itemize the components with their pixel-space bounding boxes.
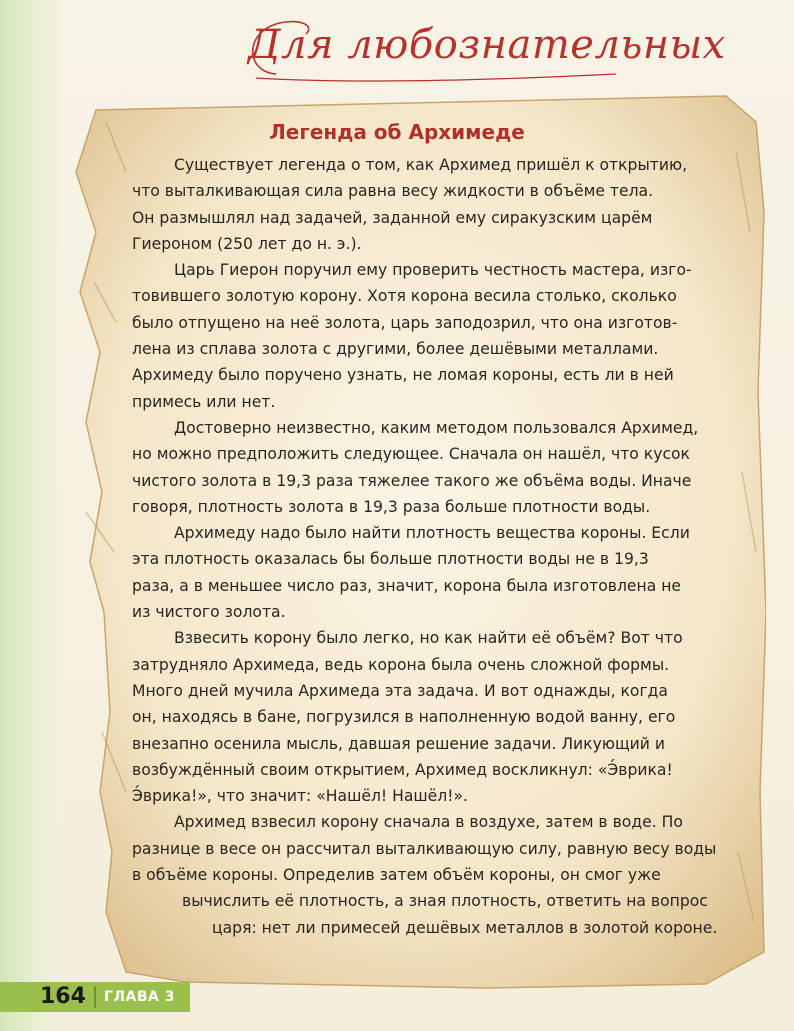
text-line: Гиероном (250 лет до н. э.).: [132, 234, 362, 253]
text-line: вычислить её плотность, а зная плотность, ответить на вопрос: [182, 892, 708, 911]
text-line: Много дней мучила Архимеда эта задача. И вот однажды, когда: [132, 681, 668, 700]
page-margin-strip: [0, 0, 60, 1031]
text-line: Взвесить корону было легко, но как найти её объём? Вот что: [174, 629, 683, 648]
text-line: примесь или нет.: [132, 392, 276, 411]
text-line: было отпущено на неё золота, царь заподозрил, что она изготов-: [132, 313, 678, 332]
text-line: он, находясь в бане, погрузился в наполненную водой ванну, его: [132, 708, 676, 727]
text-line: чистого золота в 19,3 раза тяжелее такого же объёма воды. Иначе: [132, 471, 692, 490]
text-line: разнице в весе он рассчитал выталкивающую силу, равную весу воды: [132, 839, 717, 858]
text-line: говоря, плотность золота в 19,3 раза больше плотности воды.: [132, 497, 651, 516]
text-line: Архимеду было поручено узнать, не ломая короны, есть ли в ней: [132, 366, 674, 385]
chapter-label: ГЛАВА 3: [104, 989, 176, 1005]
text-line: что выталкивающая сила равна весу жидкости в объёме тела.: [132, 182, 654, 201]
text-line: но можно предположить следующее. Сначала он нашёл, что кусок: [132, 445, 690, 464]
text-line: царя: нет ли примесей дешёвых металлов в золотой короне.: [212, 918, 718, 937]
text-line: Он размышлял над задачей, заданной ему сиракузским царём: [132, 208, 653, 227]
footer-divider: [94, 986, 96, 1008]
article-title: Легенда об Архимеде: [269, 120, 525, 144]
text-line: внезапно осенила мысль, давшая решение задачи. Ликующий и: [132, 734, 666, 753]
text-line: в объёме короны. Определив затем объём короны, он смог уже: [132, 866, 661, 885]
text-line: Архимед взвесил корону сначала в воздухе, затем в воде. По: [174, 813, 683, 832]
page-number: 164: [40, 984, 86, 1009]
text-line: затрудняло Архимеда, ведь корона была очень сложной формы.: [132, 655, 670, 674]
article-body: [132, 152, 722, 941]
text-line: Достоверно неизвестно, каким методом пользовался Архимед,: [174, 418, 699, 437]
text-line: возбуждённый своим открытием, Архимед воскликнул: «Э́врика!: [132, 760, 673, 779]
text-line: лена из сплава золота с другими, более дешёвыми металлами.: [132, 340, 659, 359]
text-line: эта плотность оказалась бы больше плотности воды не в 19,3: [132, 550, 649, 569]
section-heading: Для любознательных: [248, 22, 726, 68]
text-line: товившего золотую корону. Хотя корона весила столько, сколько: [132, 287, 677, 306]
text-line: Архимеду надо было найти плотность вещества короны. Если: [174, 524, 690, 543]
text-line: Э́врика!», что значит: «Нашёл! Нашёл!».: [132, 787, 468, 806]
text-line: из чистого золота.: [132, 603, 286, 622]
text-line: раза, а в меньшее число раз, значит, корона была изготовлена не: [132, 576, 682, 595]
text-line: Царь Гиерон поручил ему проверить честность мастера, изго-: [174, 261, 692, 280]
text-line: Существует легенда о том, как Архимед пришёл к открытию,: [174, 156, 688, 174]
